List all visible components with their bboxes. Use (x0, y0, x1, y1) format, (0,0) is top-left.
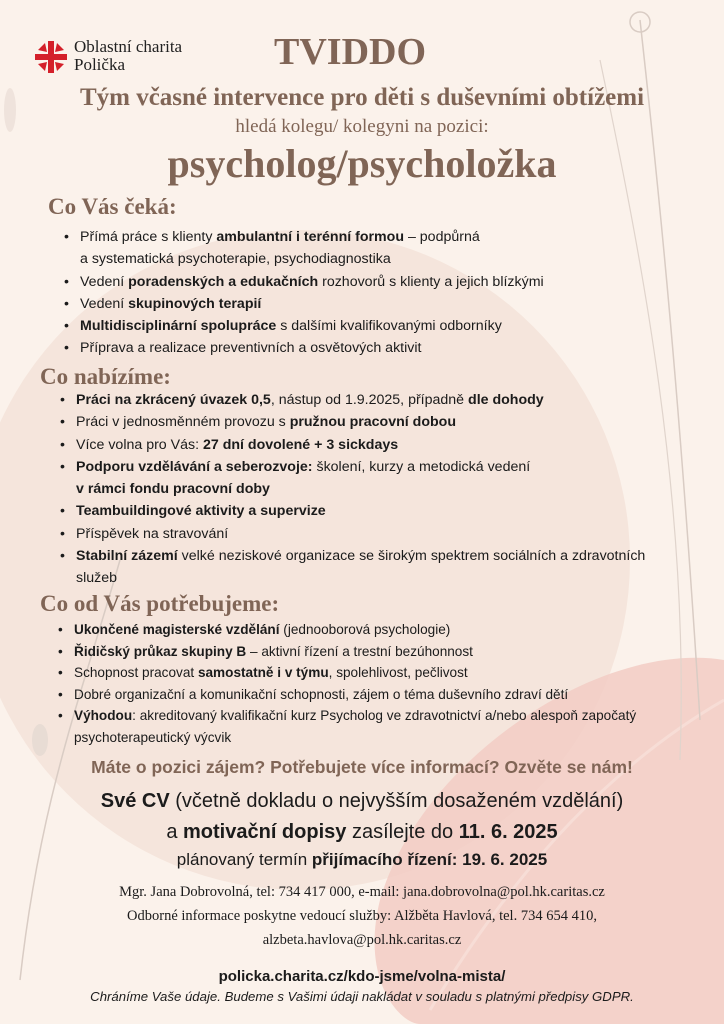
text: Více volna pro Vás: (76, 436, 203, 453)
text: Dobré organizační a komunikační schopnosti, zájem o téma duševního zdraví dětí (74, 686, 569, 702)
list-item (62, 337, 702, 359)
text: – aktivní řízení a trestní bezúhonnost (246, 643, 473, 659)
apply-line-1 (0, 790, 724, 813)
list-item (62, 293, 702, 315)
list-item (58, 523, 688, 545)
bold-text: 11. 6. 2025 (458, 821, 558, 843)
text: velké neziskové organizace se širokým spektrem sociálních a zdravotních služeb (76, 548, 646, 587)
text: Práci v jednosměnném provozu s (76, 414, 290, 431)
section-heading-offer: Co nabízíme: (40, 364, 171, 389)
bold-text: Řidičský průkaz skupiny B (74, 643, 247, 659)
page-title: TVIDDO (274, 31, 427, 73)
list-requirements (56, 619, 716, 748)
bold-text: Teambuildingové aktivity a supervize (76, 503, 326, 520)
list-item (62, 226, 702, 271)
list-item (58, 456, 688, 501)
list-offer (58, 389, 688, 590)
text: rozhovorů s klienty a jejich blízkými (318, 273, 544, 290)
bold-text: skupinových terapií (128, 295, 262, 312)
text: Přímá práce s klienty (80, 229, 217, 245)
text: – podpůrná (404, 229, 480, 245)
bold-text: pružnou pracovní dobou (289, 414, 456, 431)
bold-text: přijímacího řízení: 19. 6. 2025 (311, 850, 548, 869)
position-title: psycholog/psycholožka (167, 141, 557, 186)
text: s dalšími kvalifikovanými odborníky (276, 318, 502, 335)
list-item (56, 641, 716, 663)
list-item (58, 545, 688, 590)
text: Schopnost pracovat (74, 665, 198, 680)
contact-line-3: alzbeta.havlova@pol.hk.caritas.cz (262, 932, 462, 948)
bold-text: Podporu vzdělávání a seberozvoje: (76, 458, 313, 475)
list-item (56, 684, 716, 706)
list-item (58, 389, 688, 411)
apply-line-2 (0, 821, 724, 844)
text: Příprava a realizace preventivních a osvětových aktivit (80, 340, 422, 357)
bold-text: 27 dní dovolené + 3 sickdays (202, 436, 399, 453)
leaf-icon (32, 724, 48, 756)
apply-line-3 (0, 850, 724, 870)
list-item (56, 662, 716, 684)
list-item (56, 619, 716, 641)
website-link[interactable]: policka.charita.cz/kdo-jsme/volna-mista/ (218, 968, 506, 985)
bold-text: Své CV (100, 790, 170, 812)
contact-line-1: Mgr. Jana Dobrovolná, tel: 734 417 000, e-mail: jana.dobrovolna@pol.hk.caritas.cz (119, 884, 605, 900)
bold-text: poradenských a edukačních (128, 273, 319, 290)
bold-text: Multidisciplinární spolupráce (80, 318, 277, 335)
text: Příspěvek na stravování (76, 525, 229, 542)
text: , spolehlivost, pečlivost (328, 665, 468, 680)
bold-text: Výhodou (74, 708, 133, 723)
logo-line1: Oblastní charita (74, 37, 183, 56)
text: a (166, 821, 184, 843)
text: školení, kurzy a metodická vedení (312, 458, 531, 475)
list-item (62, 271, 702, 293)
text: a systematická psychoterapie, psychodiagnostika (80, 251, 391, 268)
bold-text: Práci na zkrácený úvazek 0,5 (76, 392, 271, 408)
section-heading-requirements: Co od Vás potřebujeme: (40, 591, 280, 616)
call-to-action: Máte o pozici zájem? Potřebujete více informací? Ozvěte se nám! (91, 757, 633, 777)
section-heading-expectations: Co Vás čeká: (48, 194, 177, 219)
bold-text: Stabilní zázemí (76, 548, 178, 565)
list-item (62, 315, 702, 337)
list-item (56, 705, 716, 748)
list-item (58, 434, 688, 456)
text: plánovaný termín (176, 850, 312, 869)
gdpr-notice: Chráníme Vaše údaje. Budeme s Vašimi údaji nakládat v souladu s platnými předpisy GDPR. (90, 989, 634, 1004)
list-item (58, 411, 688, 433)
list-item (58, 500, 688, 522)
logo-line2: Polička (74, 55, 125, 74)
bold-text: samostatně i v týmu (197, 665, 329, 680)
text: (včetně dokladu o nejvyšším dosaženém vzdělání) (169, 790, 624, 812)
text: (jednooborová psychologie) (279, 622, 451, 637)
text: Vedení (80, 273, 129, 290)
subtitle: Tým včasné intervence pro děti s duševními obtížemi (79, 84, 645, 111)
looking-for-text: hledá kolegu/ kolegyni na pozici: (235, 116, 489, 137)
bold-text: dle dohody (468, 392, 544, 408)
list-expectations (62, 226, 702, 360)
text: zasílejte do (346, 821, 459, 843)
bold-text: Ukončené magisterské vzdělání (74, 622, 280, 637)
bold-text: ambulantní i terénní formou (216, 229, 405, 245)
contact-line-2: Odborné informace poskytne vedoucí služby: Alžběta Havlová, tel. 734 654 410, (127, 908, 597, 924)
bold-text: v rámci fondu pracovní doby (76, 481, 270, 498)
bold-text: motivační dopisy (183, 821, 347, 843)
text: Vedení (80, 295, 129, 312)
text: , nástup od 1.9.2025, případně (270, 392, 469, 408)
caritas-cross-icon (34, 40, 68, 74)
text: : akreditovaný kvalifikační kurz Psycholog ve zdravotnictví a/nebo alespoň započatý psychoterapeutický výcvik (74, 708, 637, 745)
